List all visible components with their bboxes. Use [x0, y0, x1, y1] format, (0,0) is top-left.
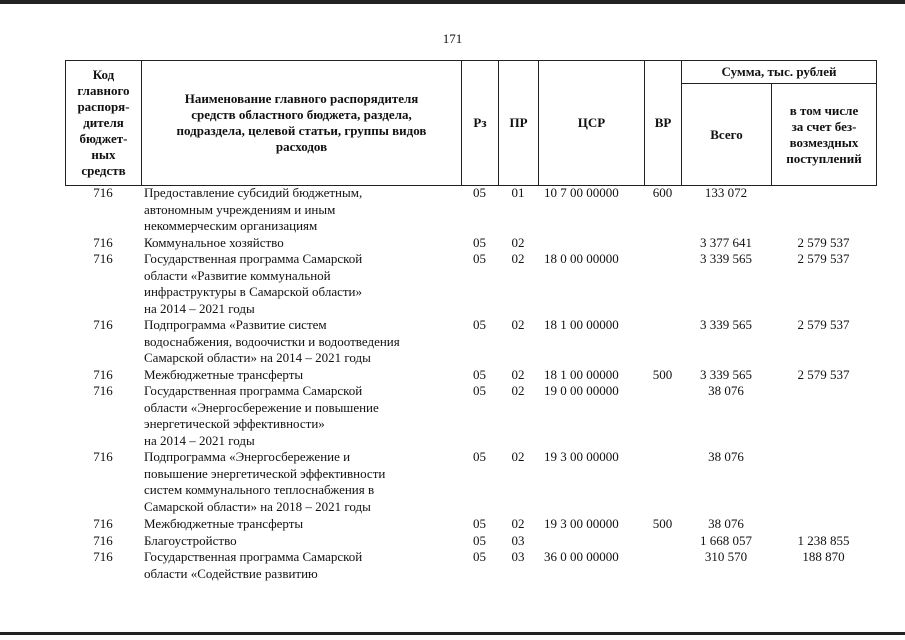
row-name-line: автономным учреждениям и иным [144, 201, 336, 217]
row-total: 3 339 565 [700, 366, 752, 382]
row-name-line: Коммунальное хозяйство [144, 234, 284, 250]
row-name-line: Межбюджетные трансферты [144, 516, 304, 531]
row-vr [644, 317, 681, 367]
row-total: 3 339 565 [700, 251, 752, 266]
row-total: 38 076 [708, 449, 744, 464]
row-name-line: некоммерческим организациям [144, 218, 318, 233]
row-name-line: Межбюджетные трансферты [144, 366, 304, 382]
row-code: 716 [93, 449, 113, 464]
header-total: Всего [682, 84, 772, 186]
row-name-line: области «Содействие развитию [144, 565, 318, 581]
row-pr: 02 [511, 366, 525, 382]
row-name-line: систем коммунального теплоснабжения в [144, 482, 375, 497]
row-pr: 02 [511, 449, 525, 464]
row-vr [644, 533, 681, 550]
row-name [141, 251, 461, 317]
table-row [65, 185, 876, 235]
row-csr: 19 3 00 00000 [544, 449, 619, 464]
row-name-line: энергетической эффективности» [144, 416, 325, 431]
header-free: в том числе за счет без- возмездных поступлений [772, 84, 877, 186]
row-name [141, 549, 461, 582]
row-free [771, 449, 876, 516]
row-pr: 02 [511, 234, 525, 250]
row-free: 2 579 537 [797, 366, 850, 382]
row-free: 1 238 855 [797, 532, 850, 548]
row-code: 716 [93, 383, 113, 398]
row-name-line: Самарской области» на 2018 – 2021 годы [144, 498, 371, 514]
row-code: 716 [93, 366, 113, 382]
row-csr: 18 1 00 00000 [544, 317, 619, 332]
row-total: 3 377 641 [700, 234, 752, 250]
row-name-line: на 2014 – 2021 годы [144, 300, 255, 316]
header-code: Код главного распоря- дителя бюджет- ных средств [66, 61, 142, 186]
row-name-line: Подпрограмма «Энергосбережение и [144, 449, 351, 464]
top-border [0, 0, 905, 4]
page-number: 171 [442, 31, 463, 46]
row-vr [644, 235, 681, 252]
row-name-line: повышение энергетической эффективности [144, 465, 386, 481]
row-code: 716 [93, 532, 113, 548]
table-row [65, 549, 876, 582]
row-rz: 05 [473, 185, 486, 200]
row-name-line: области «Энергосбережение и повышение [144, 399, 379, 415]
row-total: 310 570 [704, 549, 748, 564]
row-vr [644, 383, 681, 449]
row-rz: 05 [473, 366, 486, 382]
bottom-border [0, 632, 905, 635]
table-row [65, 449, 876, 516]
row-free: 2 579 537 [797, 317, 850, 332]
row-csr: 19 3 00 00000 [544, 516, 619, 531]
row-name-line: Государственная программа Самарской [144, 383, 363, 398]
header-name: Наименование главного распорядителя средств областного бюджета, раздела, подраздела, целевой статьи, группы видов расходов [142, 61, 462, 186]
row-vr [644, 251, 681, 317]
row-vr: 600 [652, 185, 673, 200]
row-csr: 18 1 00 00000 [544, 366, 619, 382]
row-name [141, 516, 461, 533]
table-row [65, 367, 876, 384]
row-name-line: Государственная программа Самарской [144, 549, 363, 564]
row-free [771, 516, 876, 533]
row-csr [538, 533, 644, 550]
header-pr: ПР [499, 61, 539, 186]
row-pr: 02 [511, 251, 525, 266]
row-total: 3 339 565 [700, 317, 752, 332]
budget-table-body [65, 185, 876, 582]
row-pr: 01 [511, 185, 525, 200]
row-name [141, 383, 461, 449]
row-rz: 05 [473, 317, 486, 332]
row-total: 38 076 [708, 516, 744, 531]
row-csr: 18 0 00 00000 [544, 251, 619, 266]
row-code: 716 [93, 516, 113, 531]
row-csr: 36 0 00 00000 [544, 549, 619, 564]
table-row [65, 251, 876, 317]
row-name-line: водоснабжения, водоочистки и водоотведения [144, 333, 400, 349]
row-free [771, 185, 876, 235]
row-name-line: на 2014 – 2021 годы [144, 432, 255, 448]
row-name-line: Государственная программа Самарской [144, 251, 363, 266]
row-code: 716 [93, 251, 113, 266]
header-csr: ЦСР [539, 61, 645, 186]
row-name-line: Предоставление субсидий бюджетным, [144, 185, 363, 200]
row-name-line: Подпрограмма «Развитие систем [144, 317, 327, 332]
row-total: 38 076 [708, 383, 744, 398]
row-free: 188 870 [802, 549, 845, 564]
row-name [141, 235, 461, 252]
table-row [65, 533, 876, 550]
row-free [771, 383, 876, 449]
row-name [141, 185, 461, 235]
row-code: 716 [93, 317, 113, 332]
row-name [141, 367, 461, 384]
row-total: 1 668 057 [700, 532, 752, 548]
row-rz: 05 [473, 449, 486, 464]
row-name-line: Благоустройство [144, 532, 237, 548]
row-pr: 02 [511, 383, 525, 398]
header-sum: Сумма, тыс. рублей [682, 61, 877, 84]
table-row [65, 516, 876, 533]
budget-table-header [65, 60, 877, 186]
row-total: 133 072 [704, 185, 748, 200]
row-name-line: области «Развитие коммунальной [144, 267, 331, 283]
row-rz: 05 [473, 532, 486, 548]
row-name [141, 449, 461, 516]
table-row [65, 383, 876, 449]
row-rz: 05 [473, 516, 486, 531]
row-name [141, 533, 461, 550]
row-name-line: инфраструктуры в Самарской области» [144, 284, 363, 299]
header-rz: Рз [462, 61, 499, 186]
table-row [65, 317, 876, 367]
row-csr: 19 0 00 00000 [544, 383, 619, 398]
row-rz: 05 [473, 549, 486, 564]
row-csr [538, 235, 644, 252]
row-code: 716 [93, 549, 113, 564]
row-rz: 05 [473, 383, 486, 398]
row-code: 716 [93, 185, 113, 200]
row-name-line: Самарской области» на 2014 – 2021 годы [144, 350, 371, 365]
row-name [141, 317, 461, 367]
row-free: 2 579 537 [797, 234, 850, 250]
row-free: 2 579 537 [797, 251, 850, 266]
header-vr: ВР [645, 61, 682, 186]
row-rz: 05 [473, 234, 486, 250]
row-vr: 500 [652, 366, 673, 382]
row-pr: 02 [511, 317, 525, 332]
row-rz: 05 [473, 251, 486, 266]
row-csr: 10 7 00 00000 [544, 185, 619, 200]
row-vr [644, 549, 681, 582]
row-pr: 02 [511, 516, 525, 531]
row-pr: 03 [511, 549, 525, 564]
table-row [65, 235, 876, 252]
row-vr [644, 449, 681, 516]
row-pr: 03 [511, 532, 525, 548]
row-code: 716 [93, 234, 113, 250]
row-vr: 500 [652, 516, 673, 531]
